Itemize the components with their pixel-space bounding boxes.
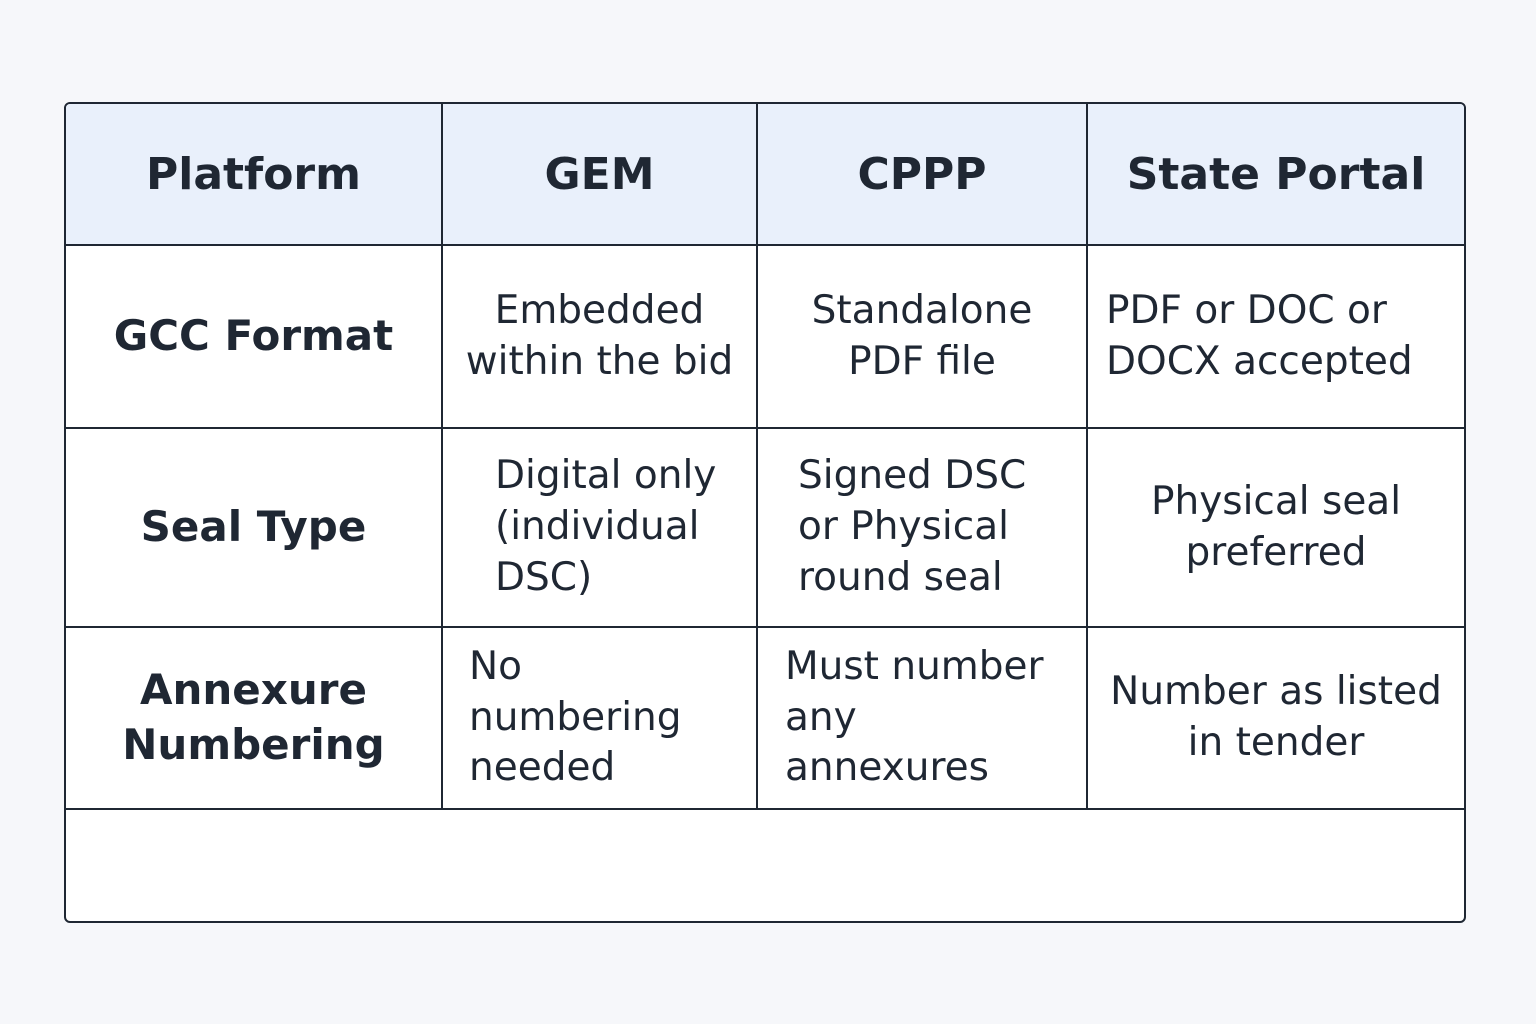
empty-footer-row [66, 810, 1464, 922]
row-label-gcc-format: GCC Format [66, 245, 442, 428]
comparison-table [64, 102, 1466, 923]
header-state-portal: State Portal [1087, 104, 1464, 245]
header-row [66, 104, 1464, 245]
cell-cppp-seal-type: Signed DSC or Physical round seal [757, 428, 1087, 627]
table [66, 104, 1464, 810]
table-row [66, 627, 1464, 809]
header-platform: Platform [66, 104, 442, 245]
cell-gem-seal-type: Digital only (individual DSC) [442, 428, 757, 627]
header-gem: GEM [442, 104, 757, 245]
header-cppp: CPPP [757, 104, 1087, 245]
cell-cppp-annexure-numbering: Must number any annexures [757, 627, 1087, 809]
table-row [66, 245, 1464, 428]
row-label-annexure-numbering: Annexure Numbering [66, 627, 442, 809]
cell-state-gcc-format: PDF or DOC or DOCX accepted [1087, 245, 1464, 428]
cell-state-seal-type: Physical seal preferred [1087, 428, 1464, 627]
table-row [66, 428, 1464, 627]
cell-gem-gcc-format: Embedded within the bid [442, 245, 757, 428]
row-label-seal-type: Seal Type [66, 428, 442, 627]
cell-state-annexure-numbering: Number as listed in tender [1087, 627, 1464, 809]
cell-cppp-gcc-format: Standalone PDF file [757, 245, 1087, 428]
cell-gem-annexure-numbering: No numbering needed [442, 627, 757, 809]
